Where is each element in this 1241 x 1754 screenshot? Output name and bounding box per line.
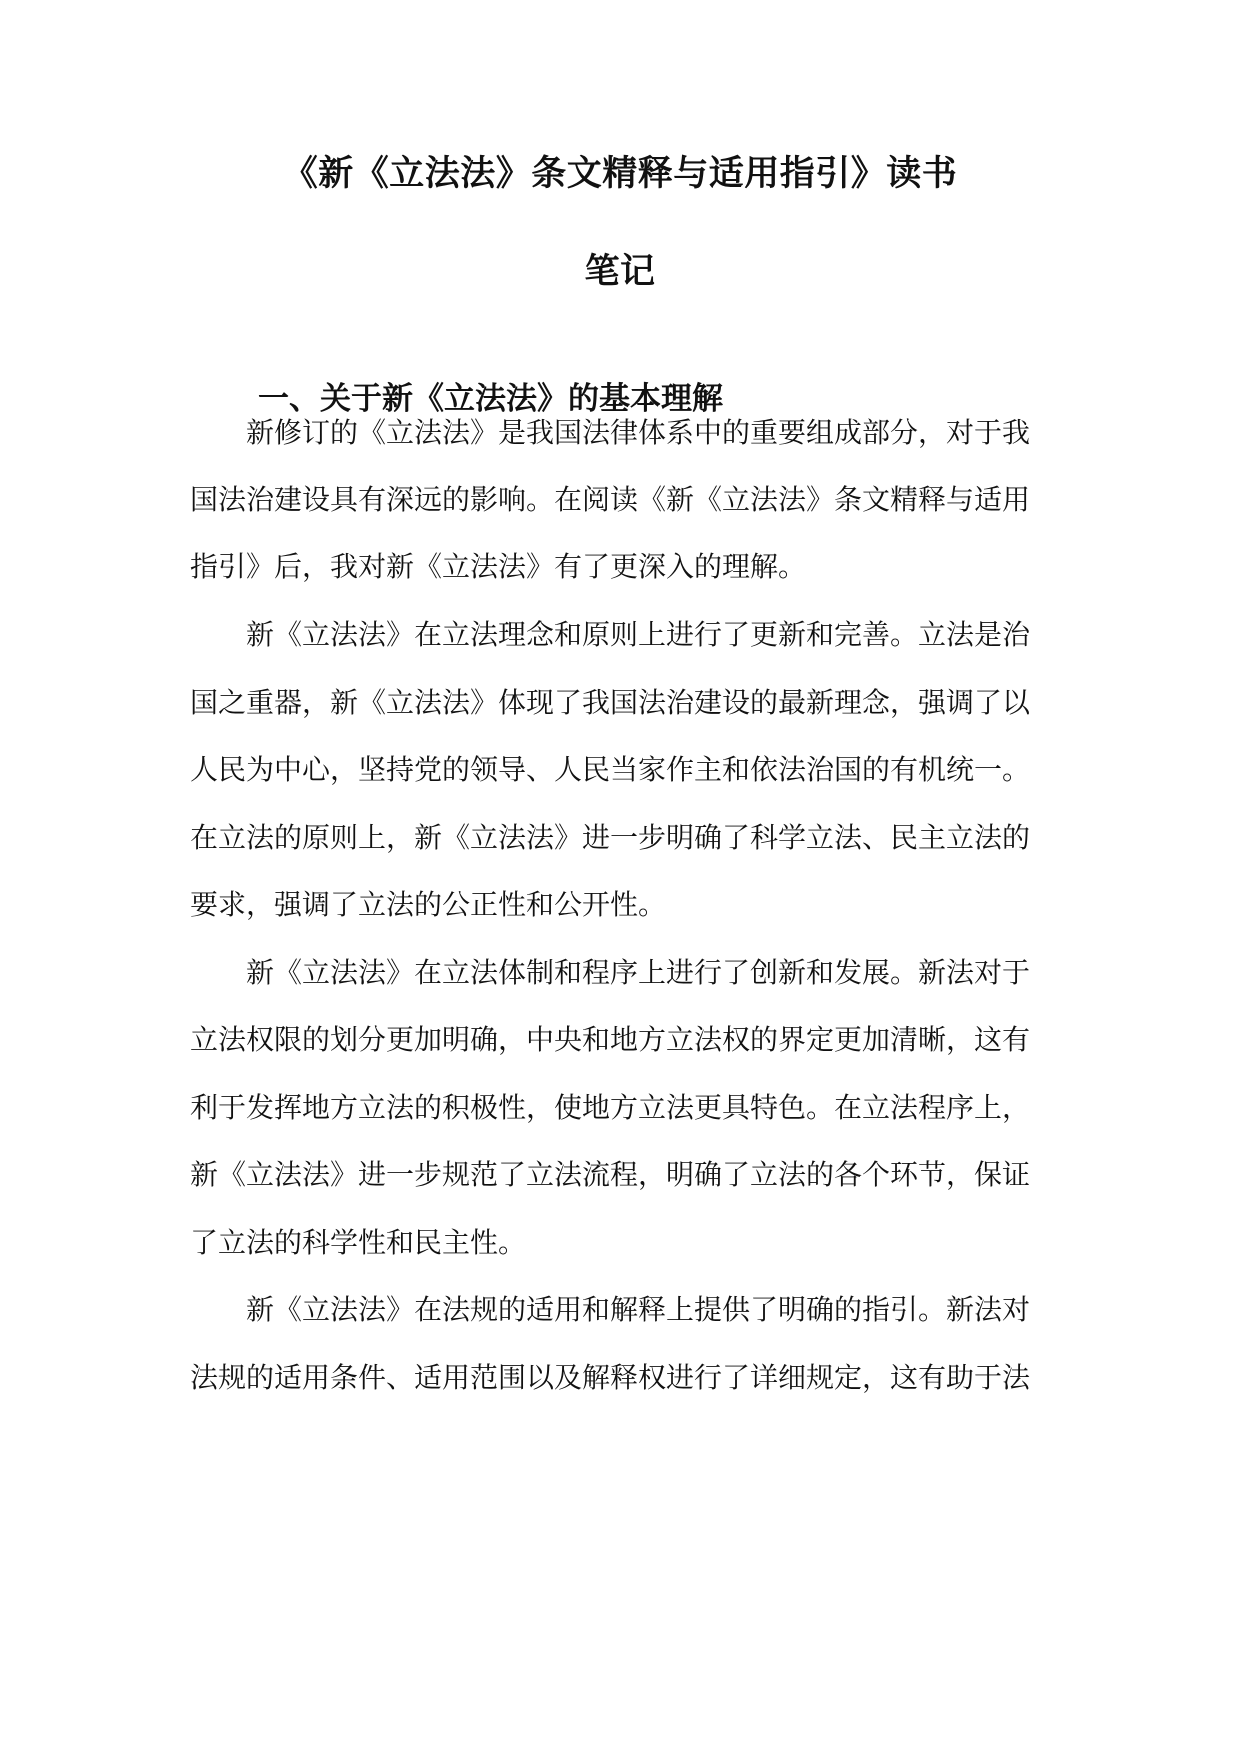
section-heading: 一、关于新《立法法》的基本理解: [258, 381, 723, 417]
paragraph-3-line-3: 利于发挥地方立法的积极性，使地方立法更具特色。在立法程序上，: [190, 1091, 1031, 1124]
paragraph-2-line-4: 在立法的原则上，新《立法法》进一步明确了科学立法、民主立法的: [190, 821, 1031, 854]
paragraph-2-line-5: 要求，强调了立法的公正性和公开性。: [190, 888, 667, 921]
document-title-line-1: 《新《立法法》条文精释与适用指引》读书: [282, 154, 958, 194]
paragraph-2-line-1: 新《立法法》在立法理念和原则上进行了更新和完善。立法是治: [246, 618, 1031, 651]
paragraph-3-line-4: 新《立法法》进一步规范了立法流程，明确了立法的各个环节，保证: [190, 1158, 1031, 1191]
paragraph-4-line-2: 法规的适用条件、适用范围以及解释权进行了详细规定，这有助于法: [190, 1361, 1031, 1394]
paragraph-1-line-1: 新修订的《立法法》是我国法律体系中的重要组成部分，对于我: [246, 416, 1031, 449]
paragraph-3-line-5: 了立法的科学性和民主性。: [190, 1226, 527, 1259]
paragraph-2-line-2: 国之重器，新《立法法》体现了我国法治建设的最新理念，强调了以: [190, 686, 1031, 719]
paragraph-3-line-2: 立法权限的划分更加明确，中央和地方立法权的界定更加清晰，这有: [190, 1023, 1031, 1056]
paragraph-3-line-1: 新《立法法》在立法体制和程序上进行了创新和发展。新法对于: [246, 956, 1031, 989]
document-title-line-2: 笔记: [584, 252, 656, 292]
paragraph-2-line-3: 人民为中心，坚持党的领导、人民当家作主和依法治国的有机统一。: [190, 753, 1031, 786]
paragraph-1-line-2: 国法治建设具有深远的影响。在阅读《新《立法法》条文精释与适用: [190, 483, 1031, 516]
paragraph-1-line-3: 指引》后，我对新《立法法》有了更深入的理解。: [190, 550, 807, 583]
paragraph-4-line-1: 新《立法法》在法规的适用和解释上提供了明确的指引。新法对: [246, 1293, 1031, 1326]
